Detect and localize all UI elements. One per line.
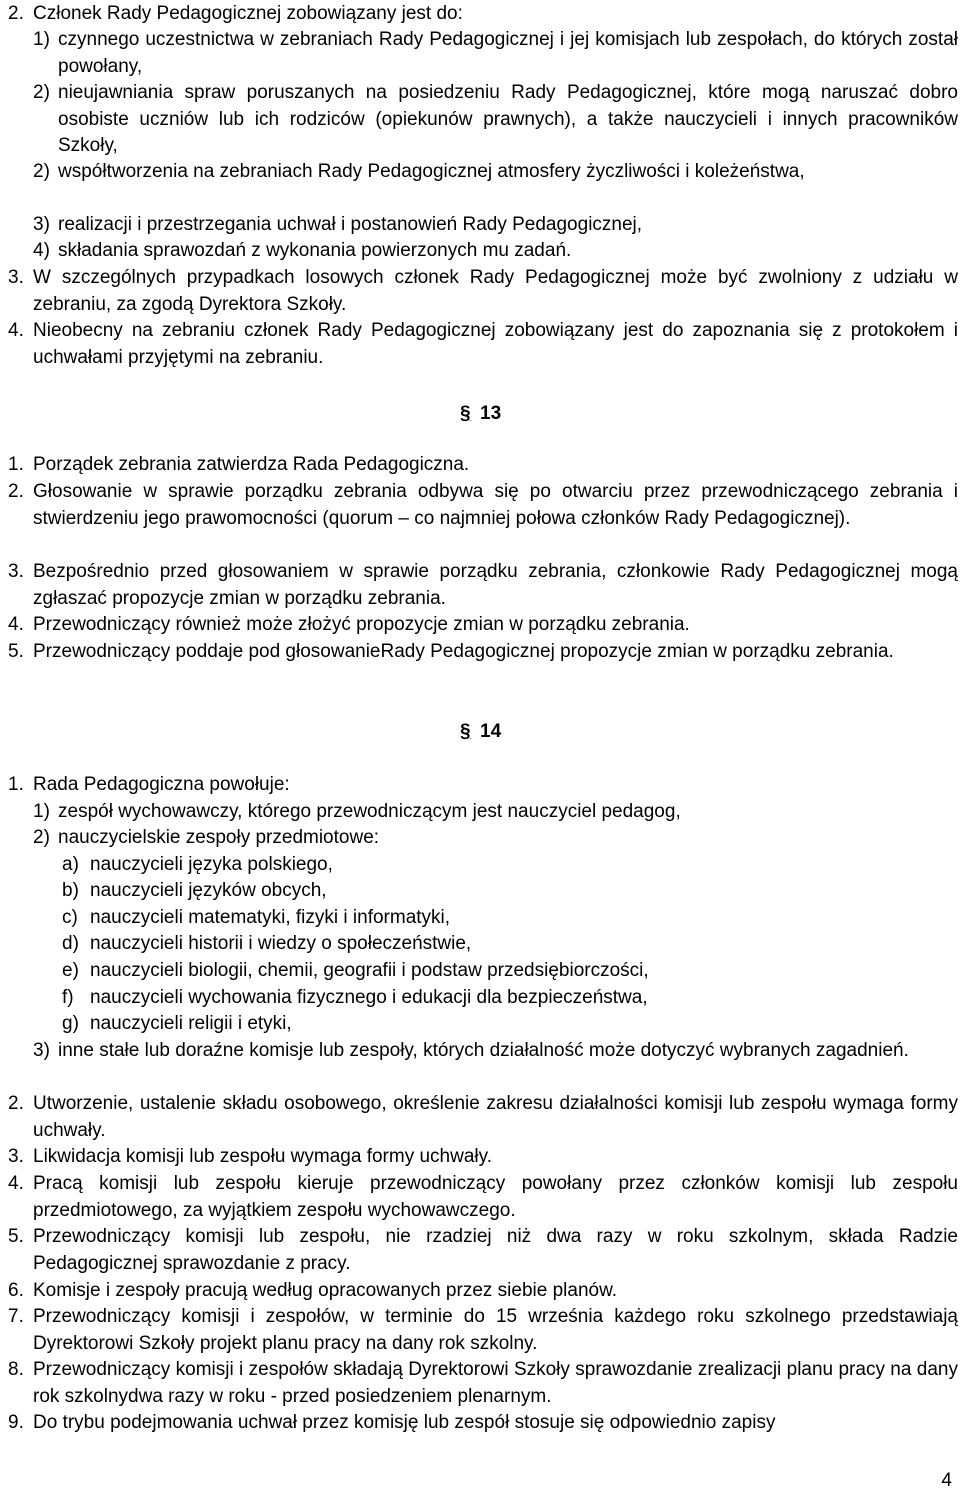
list-item: [33, 1038, 958, 1065]
sub-list-item: [62, 878, 958, 905]
paragraph-text: Komisje i zespoły pracują według opracowanych przez siebie planów.: [33, 1280, 618, 1301]
list-item-number: 3): [33, 214, 50, 235]
list-item: [33, 799, 958, 826]
list-item: [33, 159, 958, 186]
list-item-text: składania sprawozdań z wykonania powierzonych mu zadań.: [58, 240, 572, 261]
sub-list-item: [62, 931, 958, 958]
sub-list-item-text: nauczycieli wychowania fizycznego i edukacji dla bezpieczeństwa,: [90, 987, 648, 1008]
paragraph-text: Przewodniczący komisji i zespołów składają Dyrektorowi Szkoły sprawozdanie zrealizacji planu pracy na dany rok szkolnydwa razy w roku - przed posiedzeniem plenarnym.: [33, 1359, 958, 1407]
paragraph: [8, 1410, 958, 1437]
sub-list-item: [62, 852, 958, 879]
paragraph: [8, 318, 958, 371]
sub-list-item: [62, 1011, 958, 1038]
section-number: 14: [480, 721, 502, 742]
list-item: [33, 80, 958, 160]
paragraph-number: 8.: [8, 1359, 24, 1380]
paragraph-text: W szczególnych przypadkach losowych członek Rady Pedagogicznej może być zwolniony z udziału w zebraniu, za zgodą Dyrektora Szkoły.: [33, 267, 958, 315]
section-heading: [460, 719, 501, 746]
list-item: [33, 212, 958, 239]
list-item-text: współtworzenia na zebraniach Rady Pedagogicznej atmosfery życzliwości i koleżeństwa,: [58, 161, 805, 182]
paragraph-number: 3.: [8, 267, 24, 288]
sub-list-item: [62, 905, 958, 932]
list-item-text: zespół wychowawczy, którego przewodniczącym jest nauczyciel pedagog,: [58, 801, 681, 822]
paragraph-number: 4.: [8, 320, 24, 341]
list-item-number: 2): [33, 161, 50, 182]
sub-list-item-letter: e): [62, 960, 79, 981]
sub-list-item: [62, 985, 958, 1012]
paragraph-text: Nieobecny na zebraniu członek Rady Pedagogicznej zobowiązany jest do zapoznania się z protokołem i uchwałami przyjętymi na zebraniu.: [33, 320, 958, 368]
section-number: 13: [480, 403, 502, 424]
paragraph: [8, 265, 958, 318]
paragraph-number: 2.: [8, 3, 24, 24]
list-item-number: 4): [33, 240, 50, 261]
paragraph-text: Członek Rady Pedagogicznej zobowiązany jest do:: [33, 3, 463, 24]
sub-list-item-letter: a): [62, 854, 79, 875]
list-item-text: czynnego uczestnictwa w zebraniach Rady Pedagogicznej i jej komisjach lub zespołach, do których został powołany,: [58, 29, 958, 77]
sub-list-item-text: nauczycieli języków obcych,: [90, 880, 327, 901]
paragraph-text: Przewodniczący komisji i zespołów, w terminie do 15 września każdego roku szkolnego przedstawiają Dyrektorowi Szkoły projekt planu pracy na dany rok szkolny.: [33, 1306, 958, 1354]
paragraph-number: 9.: [8, 1412, 24, 1433]
list-item-number: 1): [33, 801, 50, 822]
paragraph: [8, 639, 958, 666]
paragraph: [8, 1278, 958, 1305]
paragraph-text: Utworzenie, ustalenie składu osobowego, określenie zakresu działalności komisji lub zespołu wymaga formy uchwały.: [33, 1093, 958, 1141]
paragraph: [8, 1091, 958, 1144]
section-sign: §: [460, 721, 471, 742]
list-item: [33, 238, 958, 265]
list-item: [33, 27, 958, 80]
paragraph: [8, 772, 958, 799]
paragraph-number: 2.: [8, 1093, 24, 1114]
sub-list-item-text: nauczycieli języka polskiego,: [90, 854, 333, 875]
list-item-number: 3): [33, 1040, 50, 1061]
paragraph-text: Bezpośrednio przed głosowaniem w sprawie porządku zebrania, członkowie Rady Pedagogicznej mogą zgłaszać propozycje zmian w porządku zebrania.: [33, 561, 958, 609]
paragraph-text: Głosowanie w sprawie porządku zebrania odbywa się po otwarciu przez przewodniczącego zebrania i stwierdzeniu jego prawomocności (quorum – co najmniej połowa członków Rady Pedagogicznej).: [33, 481, 958, 529]
paragraph: [8, 1144, 958, 1171]
sub-list-item-text: nauczycieli biologii, chemii, geografii i podstaw przedsiębiorczości,: [90, 960, 649, 981]
paragraph: [8, 559, 958, 612]
paragraph-number: 1.: [8, 774, 24, 795]
sub-list-item-letter: g): [62, 1013, 79, 1034]
section-heading: [460, 401, 501, 428]
sub-list-item-text: nauczycieli historii i wiedzy o społeczeństwie,: [90, 933, 472, 954]
paragraph-number: 5.: [8, 1226, 24, 1247]
sub-list-item-letter: b): [62, 880, 79, 901]
list-item-text: nieujawniania spraw poruszanych na posiedzeniu Rady Pedagogicznej, które mogą naruszać dobro osobiste uczniów lub ich rodziców (opiekunów prawnych), a także nauczycieli i innych pracowników Szkoły,: [58, 82, 958, 156]
list-item-text: inne stałe lub doraźne komisje lub zespoły, których działalność może dotyczyć wybranych zagadnień.: [58, 1040, 909, 1061]
paragraph-number: 4.: [8, 1173, 24, 1194]
paragraph: [8, 479, 958, 532]
paragraph-text: Porządek zebrania zatwierdza Rada Pedagogiczna.: [33, 454, 470, 475]
list-item-text: realizacji i przestrzegania uchwał i postanowień Rady Pedagogicznej,: [58, 214, 643, 235]
paragraph: [8, 1, 958, 28]
paragraph-number: 1.: [8, 454, 24, 475]
list-item-text: nauczycielskie zespoły przedmiotowe:: [58, 827, 380, 848]
paragraph-number: 3.: [8, 1146, 24, 1167]
paragraph-text: Do trybu podejmowania uchwał przez komisję lub zespół stosuje się odpowiednio zapisy: [33, 1412, 776, 1433]
paragraph-number: 5.: [8, 641, 24, 662]
paragraph: [8, 1171, 958, 1224]
paragraph-number: 4.: [8, 614, 24, 635]
paragraph-text: Pracą komisji lub zespołu kieruje przewodniczący powołany przez członków komisji lub zespołu przedmiotowego, za wyjątkiem zespołu wychowawczego.: [33, 1173, 958, 1221]
sub-list-item-text: nauczycieli matematyki, fizyki i informatyki,: [90, 907, 451, 928]
paragraph: [8, 1224, 958, 1277]
sub-list-item-letter: c): [62, 907, 78, 928]
paragraph: [8, 1304, 958, 1357]
sub-list-item: [62, 958, 958, 985]
list-item-number: 2): [33, 82, 50, 103]
paragraph: [8, 1357, 958, 1410]
list-item: [33, 825, 958, 852]
paragraph: [8, 452, 958, 479]
sub-list-item-text: nauczycieli religii i etyki,: [90, 1013, 292, 1034]
page-number: 4: [941, 1470, 952, 1491]
paragraph: [8, 612, 958, 639]
sub-list-item-letter: d): [62, 933, 79, 954]
paragraph-number: 2.: [8, 481, 24, 502]
list-item-number: 1): [33, 29, 50, 50]
paragraph-number: 3.: [8, 561, 24, 582]
paragraph-text: Likwidacja komisji lub zespołu wymaga formy uchwały.: [33, 1146, 492, 1167]
section-sign: §: [460, 403, 471, 424]
list-item-number: 2): [33, 827, 50, 848]
sub-list-item-letter: f): [62, 987, 74, 1008]
paragraph-text: Przewodniczący również może złożyć propozycje zmian w porządku zebrania.: [33, 614, 690, 635]
paragraph-text: Przewodniczący poddaje pod głosowanieRady Pedagogicznej propozycje zmian w porządku zebrania.: [33, 641, 894, 662]
paragraph-number: 6.: [8, 1280, 24, 1301]
paragraph-text: Rada Pedagogiczna powołuje:: [33, 774, 290, 795]
paragraph-number: 7.: [8, 1306, 24, 1327]
paragraph-text: Przewodniczący komisji lub zespołu, nie rzadziej niż dwa razy w roku szkolnym, składa Radzie Pedagogicznej sprawozdanie z pracy.: [33, 1226, 958, 1274]
